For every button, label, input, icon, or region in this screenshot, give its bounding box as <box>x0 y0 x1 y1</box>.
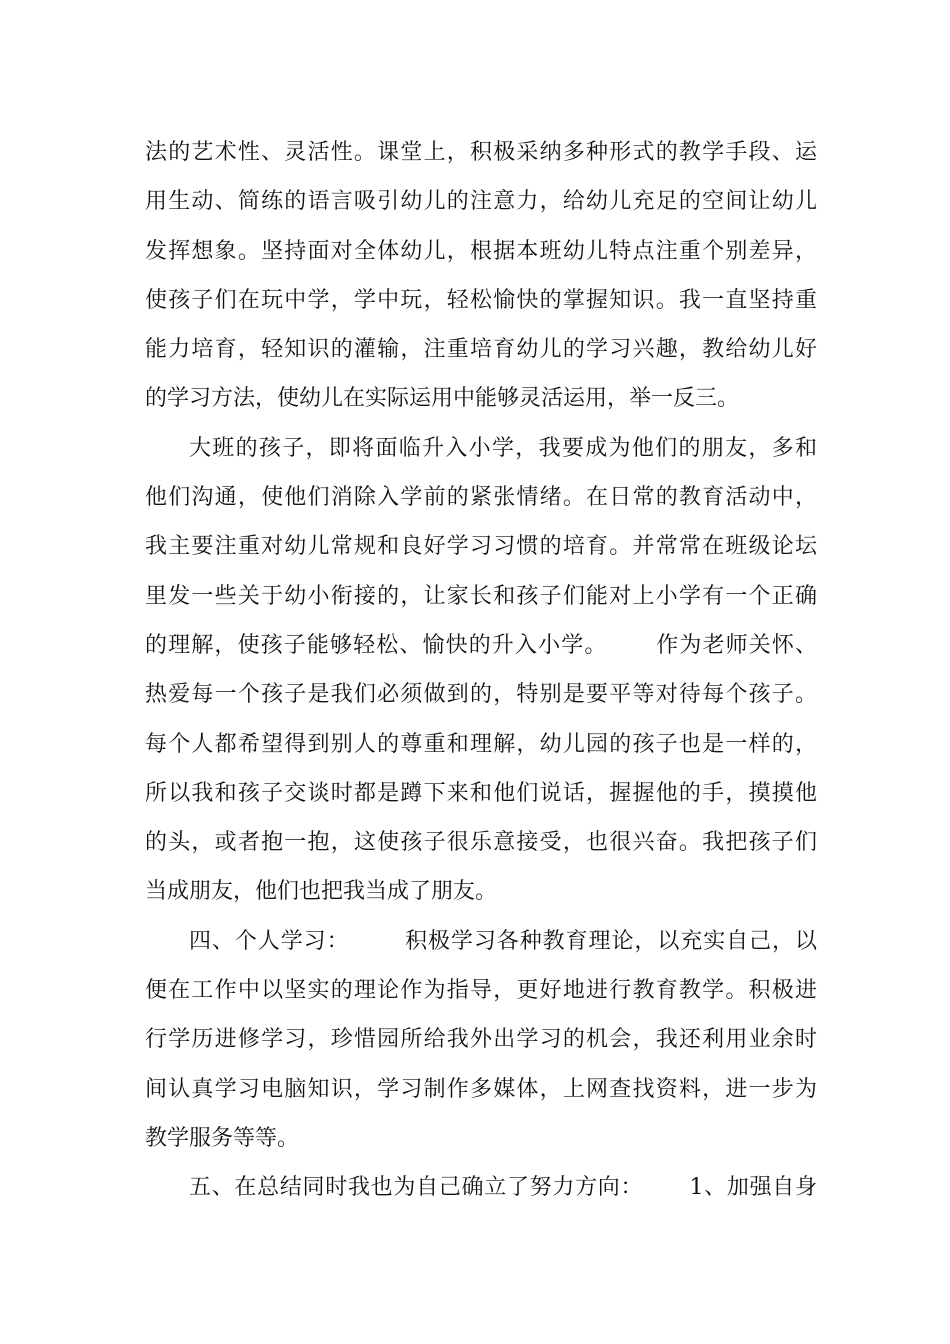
paragraph-first-line: 大班的孩子，即将面临升入小学，我要成为他们的朋友，多和 <box>189 435 817 461</box>
text-line: 使孩子们在玩中学，学中玩，轻松愉快的掌握知识。我一直坚持重 <box>145 287 817 313</box>
section-heading-line: 五、在总结同时我也为自己确立了努力方向： 1、加强自身 <box>189 1175 817 1201</box>
text-line: 里发一些关于幼小衔接的，让家长和孩子们能对上小学有一个正确 <box>145 583 817 609</box>
text-line: 的头，或者抱一抱，这使孩子很乐意接受，也很兴奋。我把孩子们 <box>145 830 817 856</box>
text-line: 他们沟通，使他们消除入学前的紧张情绪。在日常的教育活动中， <box>145 485 817 511</box>
text-line: 发挥想象。坚持面对全体幼儿，根据本班幼儿特点注重个别差异， <box>145 238 817 264</box>
text-line: 所以我和孩子交谈时都是蹲下来和他们说话，握握他的手，摸摸他 <box>145 780 817 806</box>
text-line: 热爱每一个孩子是我们必须做到的，特别是要平等对待每个孩子。 <box>145 682 817 708</box>
text-line: 教学服务等等。 <box>145 1125 300 1151</box>
text-line: 行学历进修学习，珍惜园所给我外出学习的机会，我还利用业余时 <box>145 1027 817 1053</box>
text-line: 间认真学习电脑知识，学习制作多媒体，上网查找资料，进一步为 <box>145 1076 817 1102</box>
text-line: 能力培育，轻知识的灌输，注重培育幼儿的学习兴趣，教给幼儿好 <box>145 337 817 363</box>
document-body <box>145 128 817 1213</box>
text-line: 法的艺术性、灵活性。课堂上，积极采纳多种形式的教学手段、运 <box>145 140 817 165</box>
section-heading-line: 四、个人学习： 积极学习各种教育理论，以充实自己，以 <box>189 928 817 954</box>
text-line: 的学习方法，使幼儿在实际运用中能够灵活运用，举一反三。 <box>145 386 740 412</box>
text-line: 当成朋友，他们也把我当成了朋友。 <box>145 879 498 905</box>
text-line: 用生动、简练的语言吸引幼儿的注意力，给幼儿充足的空间让幼儿 <box>145 189 817 215</box>
text-line: 便在工作中以坚实的理论作为指导，更好地进行教育教学。积极进 <box>145 978 817 1004</box>
text-line: 每个人都希望得到别人的尊重和理解，幼儿园的孩子也是一样的， <box>145 731 817 757</box>
text-line: 的理解，使孩子能够轻松、愉快的升入小学。 作为老师关怀、 <box>145 632 817 658</box>
text-line: 我主要注重对幼儿常规和良好学习习惯的培育。并常常在班级论坛 <box>145 534 817 560</box>
